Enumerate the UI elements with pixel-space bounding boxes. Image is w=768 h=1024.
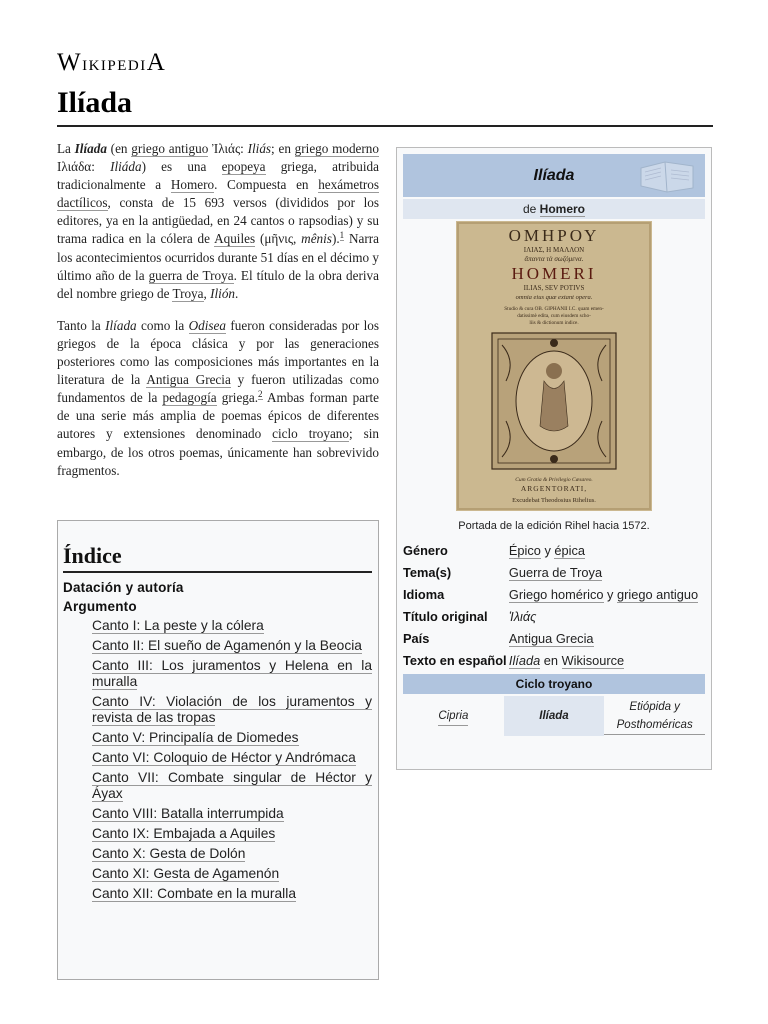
toc-item-canto[interactable]: [92, 826, 372, 842]
book-icon: [637, 158, 697, 194]
toc-item-label[interactable]: Canto XI: Gesta de Agamenón: [92, 866, 280, 881]
toc-item-canto[interactable]: [92, 618, 372, 634]
toc-item-label[interactable]: Canto XII: Combate en la muralla: [92, 886, 296, 901]
text-run: como la: [136, 317, 189, 333]
text-run: Ιλιάδα:: [57, 159, 111, 175]
text-run: Narra los acontecimientos ocurridos durante 51 días en el décimo y último año de la: [57, 231, 379, 283]
article-link[interactable]: Antigua Grecia: [146, 372, 231, 388]
infobox-row: [403, 608, 705, 626]
toc-title: Índice: [63, 543, 372, 573]
text-run: ; en: [271, 141, 295, 156]
article-link[interactable]: épica: [554, 543, 586, 558]
toc-item-label[interactable]: Canto IX: Embajada a Aquiles: [92, 826, 276, 841]
text-run: Ἰλιάς:: [208, 141, 248, 156]
infobox-row-value: [509, 564, 705, 582]
cover-line-11: ARGENTORATI,: [520, 484, 588, 493]
article-link[interactable]: Ilíada: [508, 653, 541, 668]
article-link[interactable]: epopeya: [221, 159, 266, 175]
toc-item-canto[interactable]: [92, 750, 372, 766]
cover-line-2: ΙΛΙΑΣ, Η ΜΑΛΛΟΝ: [523, 246, 585, 254]
article-link[interactable]: griego antiguo: [131, 141, 209, 156]
infobox-row-label: Género: [403, 543, 448, 558]
text-run: . El título de la obra deriva del nombre griego de: [57, 267, 379, 301]
infobox-row-value: [509, 542, 705, 560]
infobox-header: [403, 154, 705, 197]
cover-line-3: ἅπαντα τὰ σωζόμενα.: [524, 255, 584, 263]
table-of-contents: [57, 520, 379, 980]
text-run: , consta de 15 693 versos (divididos por los editores, ya en la antigüedad, en 24 cantos o rapsodias) y su trama radica en la cólera de: [57, 195, 379, 247]
text-run: ).: [331, 231, 340, 247]
wordmark-last-letter: A: [146, 49, 167, 76]
text-run: Ἰλιάς: [508, 609, 537, 624]
text-run: (μῆνις,: [255, 231, 302, 247]
cover-line-8: datissimè edita, cum eiusdem scho-: [517, 313, 591, 319]
toc-item-canto[interactable]: [92, 866, 372, 882]
author-link[interactable]: Homero: [539, 202, 586, 216]
text-run: ; sin embargo, de los otros poemas, únicamente han sobrevivido fragmentos.: [57, 426, 379, 478]
toc-item-label[interactable]: Canto II: El sueño de Agamenón y la Beocia: [92, 638, 362, 653]
article-link[interactable]: Odisea: [188, 317, 226, 333]
text-run: griega, atribuida tradicionalmente a: [57, 159, 379, 193]
wordmark-middle: ikipedi: [82, 51, 147, 75]
text-run: ,: [203, 285, 211, 301]
article-link[interactable]: griego antiguo: [617, 587, 699, 602]
text-run: griega.: [216, 390, 259, 406]
article-link[interactable]: Troya: [172, 285, 204, 301]
toc-canto-list: [63, 618, 372, 902]
toc-item-canto[interactable]: [92, 658, 372, 690]
toc-item-canto[interactable]: [92, 770, 372, 802]
cover-line-9: liis & dictionum indice.: [529, 320, 579, 326]
toc-item-label[interactable]: Canto I: La peste y la cólera: [92, 618, 264, 633]
infobox: [396, 147, 712, 770]
cycle-header: Ciclo troyano: [403, 674, 705, 694]
cover-line-10: Cum Gratia & Privilegio Cæsareo.: [515, 477, 593, 483]
toc-item-label[interactable]: Canto VI: Coloquio de Héctor y Andrómaca: [92, 750, 356, 765]
infobox-row-label: Título original: [403, 609, 488, 624]
article-link[interactable]: hexámetros dactílicos: [57, 177, 379, 211]
article-intro: [57, 140, 379, 494]
toc-item-label[interactable]: Canto III: Los juramentos y Helena en la muralla: [92, 658, 372, 689]
text-run: Iliáda: [110, 159, 142, 175]
book-cover-image[interactable]: [456, 221, 652, 511]
infobox-row: [403, 652, 705, 670]
infobox-row-label: Tema(s): [403, 565, 452, 580]
infobox-row-value: [509, 652, 705, 670]
text-run: mênis: [301, 231, 332, 247]
toc-item-canto[interactable]: [92, 638, 372, 654]
cover-line-1: ΟΜΗΡΟΥ: [508, 226, 600, 245]
cycle-navigation: [403, 696, 705, 736]
article-link[interactable]: Homero: [170, 177, 215, 193]
text-run: en: [540, 653, 562, 668]
text-run: Ilión: [210, 285, 236, 301]
toc-item-argumento[interactable]: Argumento: [63, 599, 137, 614]
text-run: Ilíada: [105, 317, 137, 333]
wikipedia-wordmark[interactable]: [57, 49, 166, 77]
text-run: ) es una: [141, 159, 222, 175]
cycle-current: Ilíada: [504, 696, 605, 736]
text-run: Tanto la: [57, 317, 106, 333]
toc-item-canto[interactable]: [92, 846, 372, 862]
toc-item-datacion[interactable]: Datación y autoría: [63, 580, 184, 595]
text-run: y fueron utilizadas como fundamentos de la: [57, 372, 380, 406]
reference-link[interactable]: 2: [258, 389, 263, 400]
toc-item-canto[interactable]: [92, 730, 372, 746]
infobox-row: [403, 630, 705, 648]
intro-paragraph-2: [57, 317, 379, 480]
cover-caption: Portada de la edición Rihel hacia 1572.: [458, 520, 650, 532]
article-link[interactable]: Guerra de Troya: [508, 565, 603, 580]
text-run: Iliás: [247, 141, 272, 156]
toc-item-canto[interactable]: [92, 806, 372, 822]
infobox-title: Ilíada: [533, 167, 575, 184]
page-title: Ilíada: [57, 86, 133, 119]
cover-line-4: HOMERI: [511, 264, 597, 283]
cycle-prev-link[interactable]: Cipria: [438, 707, 468, 726]
text-run: .: [235, 285, 239, 301]
text-run: (en: [106, 141, 132, 156]
article-link[interactable]: ciclo troyano: [272, 426, 349, 442]
article-link[interactable]: guerra de Troya: [148, 267, 234, 283]
article-link[interactable]: pedagogía: [162, 390, 217, 406]
text-run: Ambas forman parte de una serie más amplia de poemas épicos de diferentes autores y extensiones denominado: [57, 390, 379, 442]
toc-item-label[interactable]: Canto IV: Violación de los juramentos y revista de las tropas: [92, 694, 372, 725]
cycle-next[interactable]: [604, 696, 705, 736]
toc-item-canto[interactable]: [92, 886, 372, 902]
infobox-row: [403, 564, 705, 582]
toc-item-label[interactable]: Canto VII: Combate singular de Héctor y Áyax: [92, 770, 372, 801]
article-link[interactable]: Antigua Grecia: [508, 631, 594, 646]
infobox-row: [403, 586, 705, 604]
text-run: y: [603, 587, 618, 602]
text-run: La: [57, 141, 75, 156]
cover-image-wrap: [403, 221, 705, 516]
intro-paragraph-1: [57, 140, 379, 303]
article-link[interactable]: Aquiles: [214, 231, 256, 247]
toc-item-label[interactable]: Canto V: Principalía de Diomedes: [92, 730, 299, 745]
cover-line-12: Excudebat Theodosius Rihelius.: [512, 497, 596, 504]
wordmark-first-letter: W: [57, 49, 83, 76]
cover-engraving: [492, 333, 616, 469]
cover-line-6: omnia eius quæ extant opera.: [515, 294, 593, 301]
cycle-next-link[interactable]: Etiópida y Posthoméricas: [604, 698, 705, 735]
infobox-row-value: [509, 586, 705, 604]
article-link[interactable]: Griego homérico: [508, 587, 604, 602]
article-link[interactable]: griego moderno: [294, 141, 379, 156]
reference-link[interactable]: 1: [339, 230, 345, 241]
toc-item-label[interactable]: Canto X: Gesta de Dolón: [92, 846, 246, 861]
text-run: . Compuesta en: [214, 177, 319, 193]
infobox-row-label: País: [403, 631, 430, 646]
article-link[interactable]: Wikisource: [561, 653, 625, 668]
infobox-row-label: Texto en español: [403, 653, 507, 668]
text-run: y: [540, 543, 555, 558]
toc-item-canto[interactable]: [92, 694, 372, 726]
text-run: Ilíada: [74, 141, 107, 156]
infobox-rows: [403, 542, 705, 670]
cycle-prev[interactable]: [403, 696, 504, 736]
infobox-row-value: [509, 608, 705, 626]
author-prefix: de: [522, 202, 537, 216]
toc-item-label[interactable]: Canto VIII: Batalla interrumpida: [92, 806, 284, 821]
cover-line-7: Studio & cura OB. GIPHANII I.C. quam emen-: [504, 306, 604, 312]
text-run: fueron consideradas por los griegos de la época clásica y por las generaciones posteriores como las composiciones más importantes en la literatura de la: [57, 317, 379, 388]
infobox-row: [403, 542, 705, 560]
title-divider: [57, 125, 713, 127]
infobox-row-value: [509, 630, 705, 648]
infobox-author: [403, 199, 705, 219]
article-link[interactable]: Épico: [508, 543, 541, 558]
cover-line-5: ILIAS, SEV POTIVS: [523, 284, 585, 292]
infobox-row-label: Idioma: [403, 587, 445, 602]
